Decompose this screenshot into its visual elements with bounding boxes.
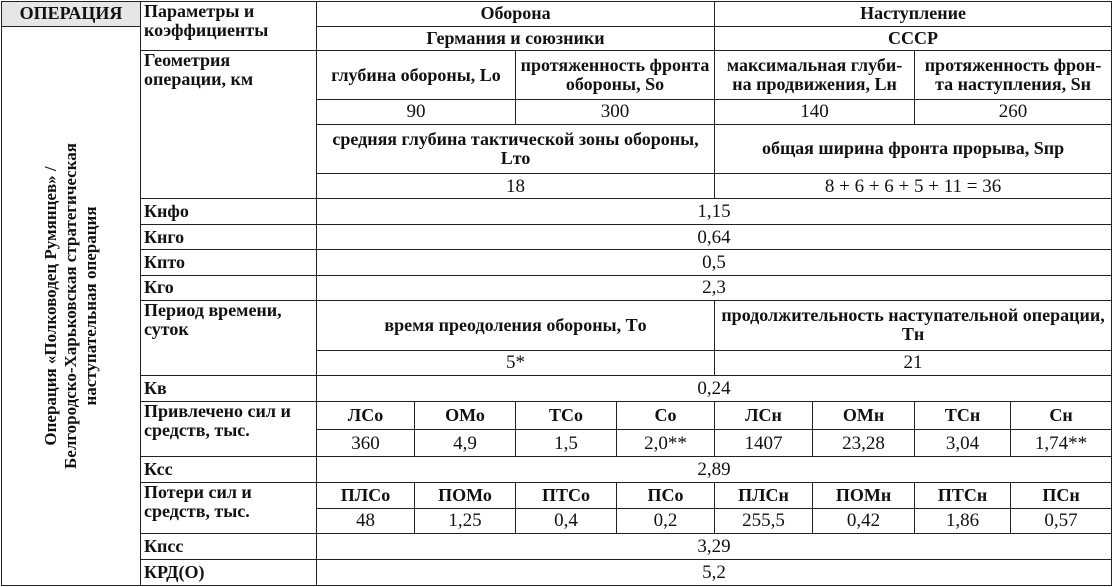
period-label-row <box>2 300 1112 350</box>
snp-label: общая ширина фронта прорыва, Sпр <box>715 124 1112 173</box>
krd-label: КРД(О) <box>141 560 317 586</box>
params-header: Параметры и коэффициенты <box>141 2 317 51</box>
forces-col: ТСн <box>915 401 1011 430</box>
forces-col: ЛСн <box>715 401 813 430</box>
forces-col: ЛСо <box>317 401 415 430</box>
losses-col: ПСо <box>617 482 715 509</box>
kpss-row <box>2 533 1112 560</box>
sn-label: протяженность фрон- та наступления, Sн <box>915 51 1112 100</box>
kpss-value: 3,29 <box>317 533 1112 560</box>
forces-col: ОМн <box>813 401 915 430</box>
forces-col: ТСо <box>516 401 617 430</box>
kv-row <box>2 376 1112 402</box>
losses-col: ПЛСн <box>715 482 813 509</box>
kss-value: 2,89 <box>317 456 1112 482</box>
forces-col: Сн <box>1011 401 1112 430</box>
coef-label: Кнфо <box>141 199 317 225</box>
so-value: 300 <box>516 100 715 125</box>
coef-value: 2,3 <box>317 276 1112 301</box>
forces-value: 2,0** <box>617 430 715 457</box>
forces-value: 23,28 <box>813 430 915 457</box>
coef-row <box>2 224 1112 250</box>
losses-value: 255,5 <box>715 509 813 534</box>
operation-header: ОПЕРАЦИЯ <box>2 2 141 27</box>
period-label: Период времени, суток <box>141 300 317 376</box>
defense-header: Оборона <box>317 2 715 27</box>
kss-row <box>2 456 1112 482</box>
forces-value: 4,9 <box>415 430 516 457</box>
to-label: время преодоления обороны, Tо <box>317 300 715 350</box>
tn-label: продолжительность наступательной операции, Tн <box>715 300 1112 350</box>
coef-label: Кнго <box>141 224 317 250</box>
losses-col: ПТСо <box>516 482 617 509</box>
losses-value: 1,86 <box>915 509 1011 534</box>
to-value: 5* <box>317 350 715 376</box>
ln-value: 140 <box>715 100 915 125</box>
forces-col: ОМо <box>415 401 516 430</box>
lo-label: глубина обороны, Lо <box>317 51 516 100</box>
lo-value: 90 <box>317 100 516 125</box>
header-row-1 <box>2 2 1112 27</box>
coef-value: 1,15 <box>317 199 1112 225</box>
forces-label: Привлечено сил и средств, тыс. <box>141 401 317 456</box>
losses-value: 48 <box>317 509 415 534</box>
lto-value: 18 <box>317 173 715 199</box>
losses-col: ПЛСо <box>317 482 415 509</box>
kv-label: Кв <box>141 376 317 402</box>
ln-label: максимальная глуби- на продвижения, Lн <box>715 51 915 100</box>
forces-value: 1,74** <box>1011 430 1112 457</box>
kss-label: Ксс <box>141 456 317 482</box>
sn-value: 260 <box>915 100 1112 125</box>
losses-value: 0,4 <box>516 509 617 534</box>
losses-value: 1,25 <box>415 509 516 534</box>
germany-header: Германия и союзники <box>317 26 715 51</box>
krd-row <box>2 560 1112 586</box>
snp-value: 8 + 6 + 6 + 5 + 11 = 36 <box>715 173 1112 199</box>
so-label: протяженность фронта обороны, Sо <box>516 51 715 100</box>
coef-value: 0,64 <box>317 224 1112 250</box>
krd-value: 5,2 <box>317 560 1112 586</box>
ussr-header: СССР <box>715 26 1112 51</box>
geometry-label: Геометрия операции, км <box>141 51 317 199</box>
losses-label: Потери сил и средств, тыс. <box>141 482 317 533</box>
losses-col: ПОМо <box>415 482 516 509</box>
forces-value: 360 <box>317 430 415 457</box>
coef-value: 0,5 <box>317 250 1112 276</box>
lto-label: средняя глубина тактической зоны обороны, Lто <box>317 124 715 173</box>
kv-value: 0,24 <box>317 376 1112 402</box>
losses-col: ПОМн <box>813 482 915 509</box>
tn-value: 21 <box>715 350 1112 376</box>
coef-row <box>2 250 1112 276</box>
losses-value: 0,42 <box>813 509 915 534</box>
losses-header-row <box>2 482 1112 509</box>
coef-row <box>2 199 1112 225</box>
forces-value: 1,5 <box>516 430 617 457</box>
forces-value: 1407 <box>715 430 813 457</box>
kpss-label: Кпсс <box>141 533 317 560</box>
geometry-label-row <box>2 51 1112 100</box>
losses-value: 0,57 <box>1011 509 1112 534</box>
losses-value: 0,2 <box>617 509 715 534</box>
operation-table <box>1 1 1112 586</box>
forces-col: Со <box>617 401 715 430</box>
coef-label: Кпто <box>141 250 317 276</box>
forces-value: 3,04 <box>915 430 1011 457</box>
operation-name-cell <box>2 26 141 585</box>
losses-col: ПСн <box>1011 482 1112 509</box>
coef-row <box>2 276 1112 301</box>
losses-col: ПТСн <box>915 482 1011 509</box>
offense-header: Наступление <box>715 2 1112 27</box>
operation-name: Операция «Полководец Румянцев» / Белгородско-Харьковская стратегическая наступательная операция <box>41 142 100 469</box>
coef-label: Кго <box>141 276 317 301</box>
forces-header-row <box>2 401 1112 430</box>
